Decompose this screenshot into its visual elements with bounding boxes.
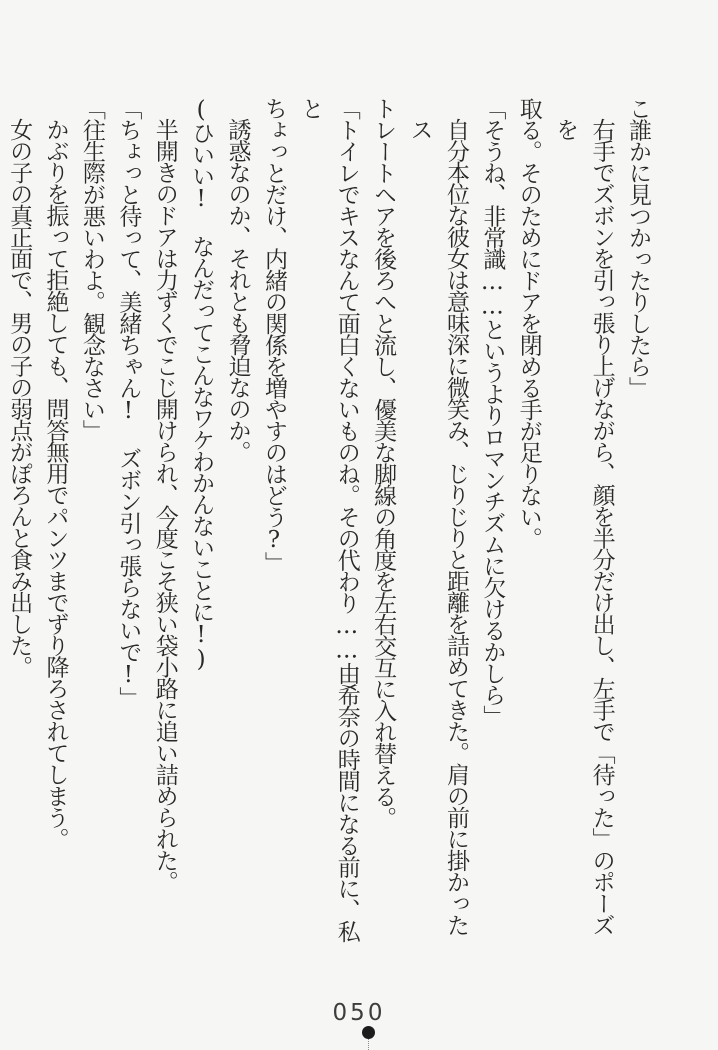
binding-dot-icon — [362, 1026, 375, 1039]
text-line-3: 取る。そのためにドアを閉める手が足りない。 — [515, 97, 542, 549]
page-number: 050 — [332, 1000, 386, 1026]
text-line-14: かぶりを振って拒絶しても、問答無用でパンツまでずり降ろされてしまう。 — [42, 118, 69, 849]
text-line-1: こ誰かに見つかったりしたら」 — [625, 97, 651, 398]
text-line-7: 「トイレでキスなんて面白くないものね。その代わり……由希奈の時間になる前に、私と — [297, 97, 360, 942]
text-line-6: トレートヘアを後ろへと流し、優美な脚線の角度を左右交互に入れ替える。 — [370, 97, 397, 828]
binding-line — [368, 1039, 369, 1050]
text-line-11: 半開きのドアは力ずくでこじ開けられ、今度こそ狭い袋小路に追い詰められた。 — [151, 118, 178, 892]
text-line-12: 「ちょっと待って、美緒ちゃん! ズボン引っ張らないで!」 — [115, 97, 142, 708]
text-block — [0, 97, 656, 949]
text-line-16 — [0, 97, 1, 949]
text-line-5: 自分本位な彼女は意味深に微笑み、じりじりと距離を詰めてきた。肩の前に掛かったス — [406, 118, 469, 935]
text-line-15: 女の子の真正面で、男の子の弱点がぽろんと食み出した。 — [6, 118, 33, 677]
text-line-13: 「往生際が悪いわよ。観念なさい」 — [78, 97, 105, 441]
text-line-4: 「そうね、非常識……というよりロマンチズムに欠けるかしら」 — [479, 97, 506, 727]
text-line-9: 誘惑なのか、それとも脅迫なのか。 — [224, 118, 251, 462]
text-line-8: ちょっとだけ、内緒の関係を増やすのはどう?」 — [260, 97, 287, 573]
text-line-2: 右手でズボンを引っ張り上げながら、顔を半分だけ出し、左手で「待った」のポーズを — [552, 118, 615, 935]
text-line-10: (ひいい! なんだってこんなワケわかんないことに!) — [188, 97, 215, 671]
